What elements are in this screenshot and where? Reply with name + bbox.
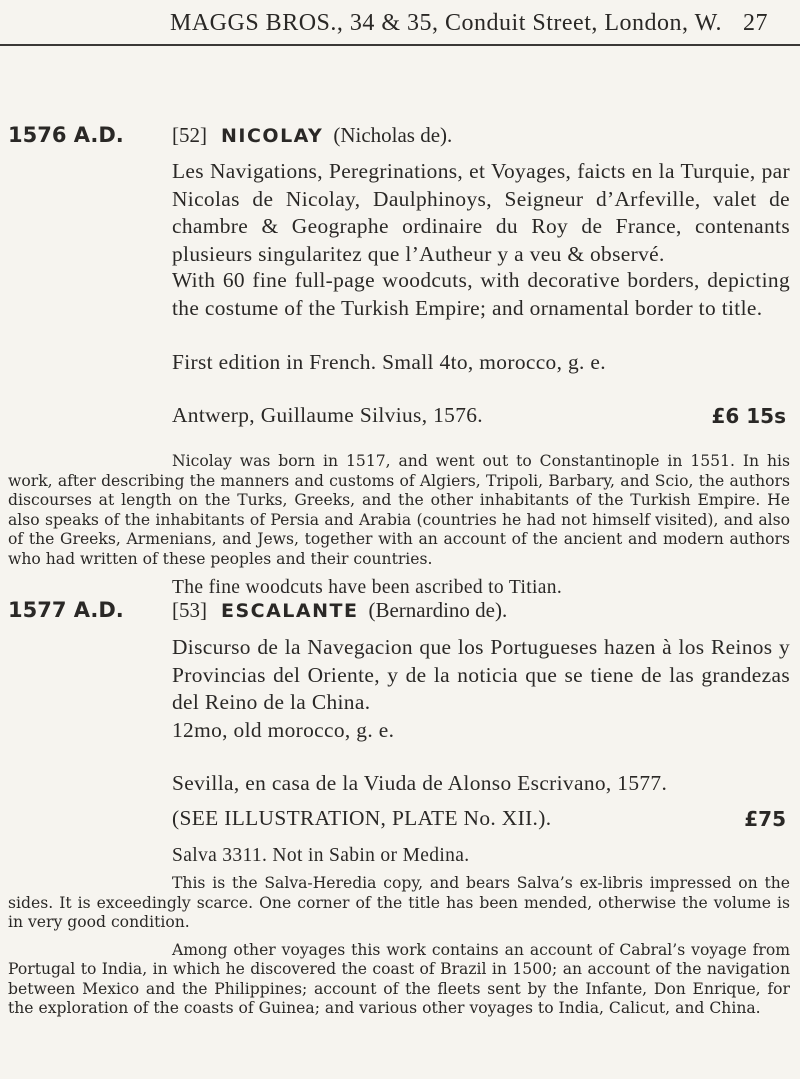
contents-note: Among other voyages this work contains an account of Cabral’s voyage from Portugal to India, in which he discovered the coast of Brazil in 1500; an account of the navigation between Mexico and the Philippines; account of the fleets sent by the Infante, Don Enrique, for the exploration of the coasts of Guinea; and various other voyages to India, Calicut, and China. bbox=[8, 940, 790, 1017]
entry-52-notes bbox=[8, 452, 790, 602]
imprint: Sevilla, en casa de la Viuda de Alonso Escrivano, 1577. bbox=[172, 771, 668, 795]
format-note: First edition in French. Small 4to, morocco, g. e. bbox=[172, 350, 606, 374]
header-rule bbox=[0, 44, 800, 46]
entry-date: 1576 A.D. bbox=[8, 123, 124, 147]
entry-52-body bbox=[172, 158, 790, 268]
description-note: Nicolay was born in 1517, and went out to Constantinople in 1551. In his work, after describing the manners and customs of Algiers, Tripoli, Barbary, and Scio, the authors discourses at length on the Turks, Greeks, and the other inhabitants of the Turkish Empire. He also speaks of the inhabitants of Persia and Arabia (countries he had not himself visited), and also of the Greeks, Armenians, and Jews, together with an account of the ancient and modern authors who had written of these peoples and their countries. bbox=[8, 452, 790, 568]
illustration-reference: (SEE ILLUSTRATION, PLATE No. XII.). bbox=[172, 806, 552, 830]
page-number: 27 bbox=[743, 10, 768, 36]
price: £75 bbox=[744, 807, 786, 831]
entry-53-ref-block bbox=[172, 842, 790, 870]
entry-date: 1577 A.D. bbox=[8, 598, 124, 622]
imprint: Antwerp, Guillaume Silvius, 1576. bbox=[172, 403, 483, 427]
author-forename: (Nicholas de). bbox=[333, 123, 453, 147]
entry-title: Discurso de la Navegacion que los Portugueses hazen à los Reinos y Provincias del Oriente, y de la noticia que se tiene de las grandezas del Reino de la China. bbox=[172, 635, 790, 714]
entry-53-body bbox=[172, 634, 790, 717]
entry-title: Les Navigations, Peregrinations, et Voyages, faicts en la Turquie, par Nicolas de Nicolay, Daulphinoys, Seigneur d’Arfeville, valet de chambre & Geographe ordinaire du Roy de France, contenants plusieurs singularitez que l’Autheur y a veu & observé. bbox=[172, 159, 790, 266]
author-surname: ESCALANTE bbox=[221, 600, 359, 622]
author-forename: (Bernardino de). bbox=[368, 598, 508, 622]
author-surname: NICOLAY bbox=[221, 125, 324, 147]
price: £6 15s bbox=[711, 404, 786, 428]
woodcut-note: The fine woodcuts have been ascribed to Titian. bbox=[172, 577, 563, 598]
running-header bbox=[170, 10, 770, 37]
entry-53-format-block bbox=[172, 717, 790, 745]
entry-heading bbox=[172, 598, 507, 623]
entry-52-imprint-block bbox=[172, 402, 790, 430]
lot-number: [52] bbox=[172, 123, 207, 147]
header-text: MAGGS BROS., 34 & 35, Conduit Street, London, W. bbox=[170, 10, 723, 36]
entry-52-illustrations bbox=[172, 267, 790, 322]
entry-53-plate-block bbox=[172, 805, 790, 833]
provenance-note: This is the Salva-Heredia copy, and bears Salva’s ex-libris impressed on the sides. It is exceedingly scarce. One corner of the title has been mended, otherwise the volume is in very good condition. bbox=[8, 874, 790, 931]
entry-heading bbox=[172, 123, 452, 148]
format-note: 12mo, old morocco, g. e. bbox=[172, 718, 395, 742]
bibliographic-reference: Salva 3311. Not in Sabin or Medina. bbox=[172, 845, 470, 866]
entry-52-format-block bbox=[172, 349, 790, 377]
entry-53-imprint-block bbox=[172, 770, 790, 798]
lot-number: [53] bbox=[172, 598, 207, 622]
entry-53-notes bbox=[8, 874, 790, 1019]
illustrations-note: With 60 fine full-page woodcuts, with decorative borders, depicting the costume of the Turkish Empire; and ornamental border to title. bbox=[172, 268, 790, 320]
